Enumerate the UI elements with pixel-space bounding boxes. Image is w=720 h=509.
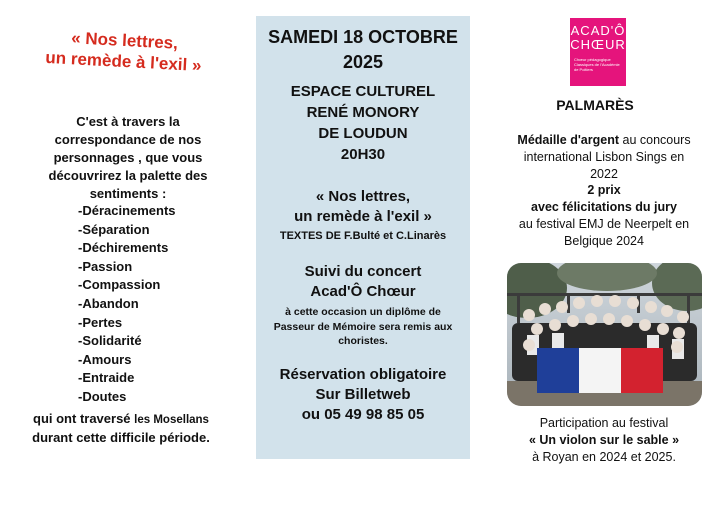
event-date-line1: SAMEDI 18 OCTOBRE bbox=[268, 27, 458, 47]
reservation-phone: ou 05 49 98 85 05 bbox=[301, 405, 425, 423]
outro-text bbox=[12, 410, 230, 447]
feeling-item: -Déchirements bbox=[78, 240, 169, 256]
feeling-item: -Doutes bbox=[78, 388, 127, 404]
palmares-heading: PALMARÈS bbox=[556, 97, 634, 113]
left-title-line1: « Nos lettres, bbox=[70, 28, 179, 53]
logo-line1: ACAD'Ô bbox=[570, 23, 626, 38]
left-title bbox=[23, 25, 225, 77]
award2-title: 2 prix bbox=[587, 183, 621, 198]
festival-line3: à Royan en 2024 et 2025. bbox=[532, 450, 676, 464]
concert-line2: Acad'Ô Chœur bbox=[310, 283, 416, 300]
logo-tagline: Chœur pédagogique Classiques de l'Académie de Poitiers bbox=[574, 57, 620, 72]
choir-photo-illustration bbox=[507, 263, 702, 406]
show-title bbox=[256, 187, 470, 227]
feeling-item: -Pertes bbox=[78, 314, 123, 330]
festival-text bbox=[508, 415, 700, 466]
event-time: 20H30 bbox=[340, 146, 386, 163]
reservation-info bbox=[256, 365, 470, 425]
feeling-item: -Séparation bbox=[78, 221, 150, 237]
event-date bbox=[256, 25, 470, 75]
outro-small: les Mosellans bbox=[134, 414, 209, 426]
feeling-item: -Solidarité bbox=[78, 333, 142, 349]
festival-line1: Participation au festival bbox=[539, 416, 669, 430]
event-venue bbox=[256, 81, 470, 165]
feeling-item: -Déracinements bbox=[78, 203, 176, 218]
acad-o-choeur-logo bbox=[570, 18, 626, 86]
logo-line2: CHŒUR bbox=[570, 37, 626, 52]
outro-part-a: qui ont traversé bbox=[33, 411, 131, 426]
reservation-line2: Sur Billetweb bbox=[315, 385, 411, 403]
outro-part-b: durant cette difficile période. bbox=[32, 430, 210, 445]
french-flag-icon bbox=[537, 348, 663, 393]
feeling-item: -Amours bbox=[78, 351, 132, 367]
feeling-item: -Compassion bbox=[78, 277, 161, 293]
venue-line2: RENÉ MONORY bbox=[306, 104, 420, 121]
award1-detail: au concours international Lisbon Sings en 2022 bbox=[523, 133, 691, 181]
festival-line2: « Un violon sur le sable » bbox=[528, 433, 680, 447]
award2-detail: au festival EMJ de Neerpelt en Belgique 2024 bbox=[518, 216, 690, 248]
diploma-note: à cette occasion un diplôme de Passeur de Mémoire sera remis aux choristes. bbox=[273, 306, 453, 347]
venue-line3: DE LOUDUN bbox=[318, 125, 408, 142]
event-panel bbox=[256, 16, 470, 459]
concert-info bbox=[256, 262, 470, 302]
choir-group-photo bbox=[507, 263, 702, 406]
feeling-item: -Passion bbox=[78, 258, 133, 274]
intro-text: C'est à travers la correspondance de nos personnages , que vous découvrirez la palette des sentiments : bbox=[48, 114, 208, 201]
show-authors: TEXTES DE F.Bulté et C.Linarès bbox=[279, 230, 447, 242]
feeling-item: -Abandon bbox=[78, 295, 139, 311]
award1-title: Médaille d'argent bbox=[517, 133, 620, 147]
venue-line1: ESPACE CULTUREL bbox=[290, 83, 436, 100]
show-title-line1: « Nos lettres, bbox=[315, 188, 411, 205]
concert-line1: Suivi du concert bbox=[304, 263, 422, 280]
award2-subtitle: avec félicitations du jury bbox=[531, 200, 677, 215]
event-date-line2: 2025 bbox=[342, 52, 384, 72]
feelings-list bbox=[78, 202, 176, 407]
reservation-line1: Réservation obligatoire bbox=[279, 365, 447, 383]
awards-list bbox=[516, 132, 692, 250]
left-title-line2: un remède à l'exil » bbox=[44, 47, 202, 76]
show-title-line2: un remède à l'exil » bbox=[294, 208, 432, 225]
feeling-item: -Entraide bbox=[78, 370, 135, 386]
